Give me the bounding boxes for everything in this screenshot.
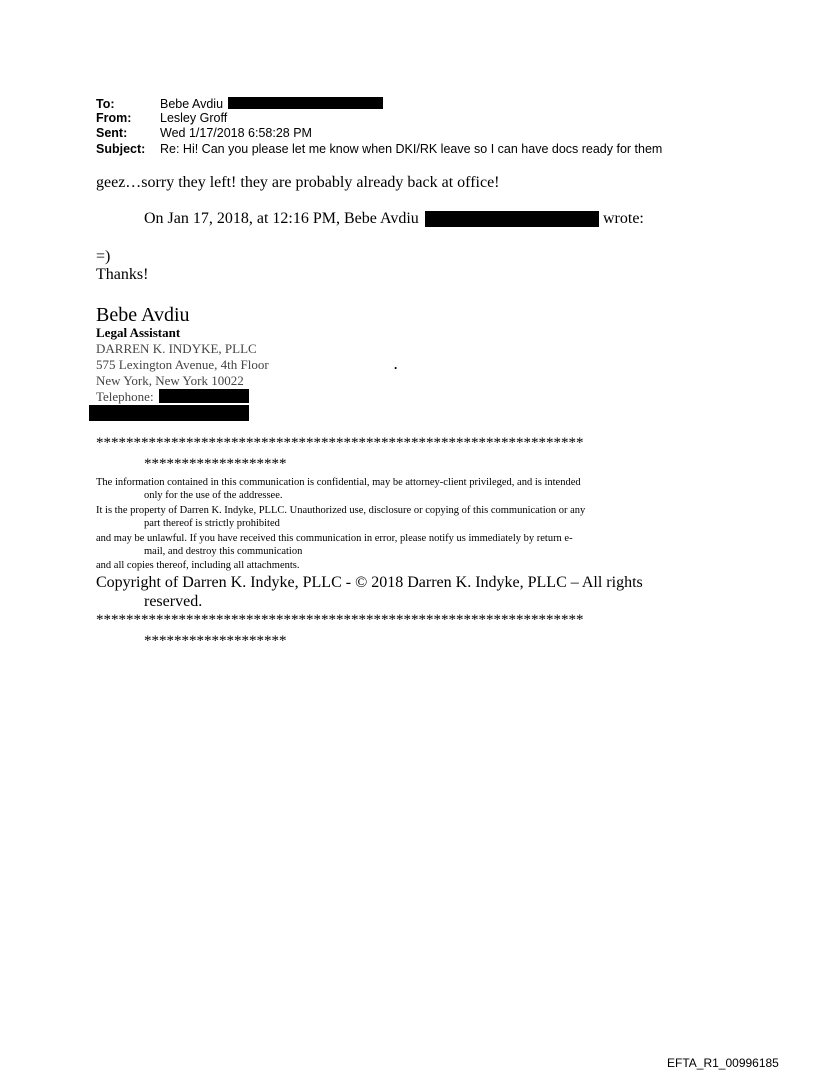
- separator-stars: *******************: [144, 456, 287, 472]
- to-row: [96, 97, 736, 111]
- emoticon: =): [96, 248, 111, 265]
- signature-firm: DARREN K. INDYKE, PLLC: [96, 341, 257, 356]
- copyright-line: reserved.: [144, 593, 203, 610]
- subject-value: Re: Hi! Can you please let me know when DKI/RK leave so I can have docs ready for them: [160, 142, 663, 156]
- disclaimer-line: It is the property of Darren K. Indyke, PLLC. Unauthorized use, disclosure or copying of this communication or any: [96, 505, 586, 516]
- disclaimer-line: and may be unlawful. If you have received this communication in error, please notify us immediately by return e-: [96, 533, 573, 544]
- separator-stars: *******************: [144, 633, 287, 649]
- separator-stars: *****************************************************************: [96, 612, 584, 628]
- disclaimer-line: The information contained in this communication is confidential, may be attorney-client privileged, and is intended: [96, 477, 581, 488]
- signature-telephone-label: Telephone:: [96, 389, 154, 404]
- separator-stars: *****************************************************************: [96, 435, 584, 451]
- quote-wrote: wrote:: [603, 210, 644, 227]
- signature-name: Bebe Avdiu: [96, 304, 190, 326]
- signature-address-line1: 575 Lexington Avenue, 4th Floor: [96, 357, 269, 372]
- sent-label: Sent:: [96, 126, 128, 140]
- redaction-bar: [89, 405, 249, 421]
- subject-label: Subject:: [96, 142, 146, 156]
- redaction-bar: [425, 211, 599, 227]
- redaction-bar: [159, 389, 249, 403]
- copyright-line: Copyright of Darren K. Indyke, PLLC - © 2018 Darren K. Indyke, PLLC – All rights: [96, 574, 643, 591]
- sent-row: [96, 126, 736, 140]
- redaction-bar: [228, 97, 383, 109]
- disclaimer-line: mail, and destroy this communication: [144, 546, 303, 557]
- thanks-text: Thanks!: [96, 266, 149, 283]
- disclaimer-line: only for the use of the addressee.: [144, 490, 283, 501]
- document-id: EFTA_R1_00996185: [667, 1056, 779, 1070]
- sent-value: Wed 1/17/2018 6:58:28 PM: [160, 126, 312, 140]
- from-label: From:: [96, 111, 132, 125]
- signature-title: Legal Assistant: [96, 325, 181, 340]
- from-value: Lesley Groff: [160, 111, 228, 125]
- from-row: [96, 111, 736, 125]
- reply-text: geez…sorry they left! they are probably already back at office!: [96, 174, 500, 191]
- to-label: To:: [96, 97, 115, 111]
- quote-intro: On Jan 17, 2018, at 12:16 PM, Bebe Avdiu: [144, 210, 419, 227]
- stray-mark: .: [394, 357, 398, 372]
- disclaimer-line: and all copies thereof, including all attachments.: [96, 560, 300, 571]
- signature-address-line2: New York, New York 10022: [96, 373, 244, 388]
- to-value: Bebe Avdiu: [160, 97, 224, 111]
- disclaimer-line: part thereof is strictly prohibited: [144, 518, 280, 529]
- subject-row: [96, 142, 736, 156]
